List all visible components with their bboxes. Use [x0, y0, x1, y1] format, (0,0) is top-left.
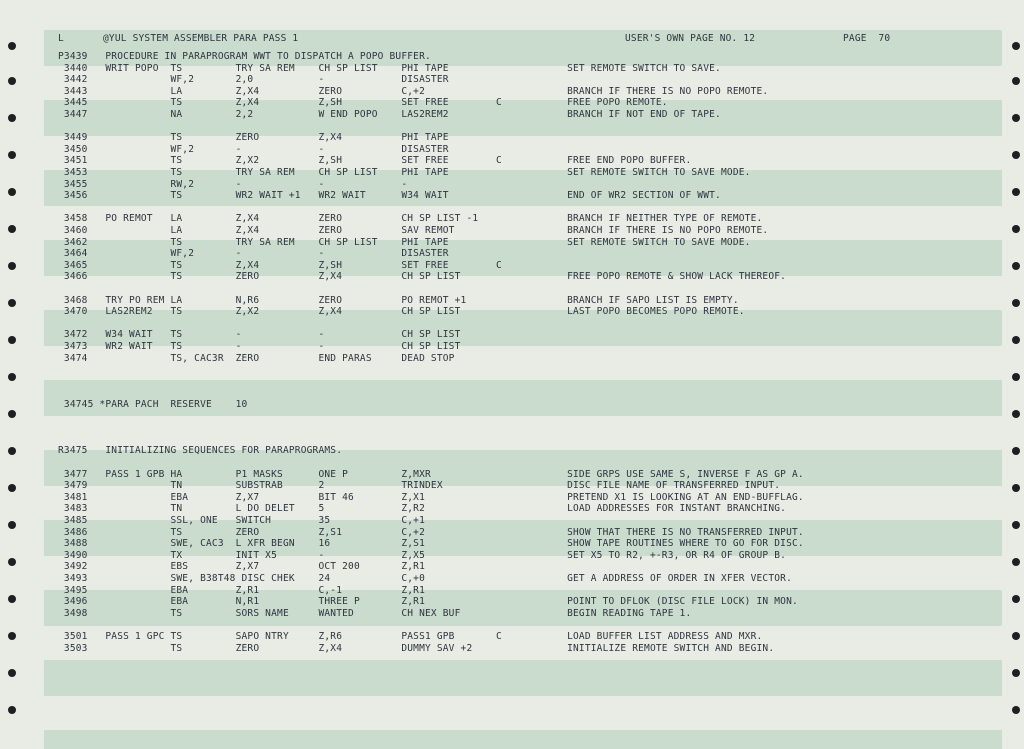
feed-hole: [8, 114, 16, 122]
green-band: [44, 730, 1002, 749]
feed-hole: [1012, 447, 1020, 455]
feed-hole: [1012, 188, 1020, 196]
listing-line: 3488 SWE, CAC3 L XFR BEGN 16 Z,S1 SHOW TAPE ROUTINES WHERE TO GO FOR DISC.: [58, 538, 804, 550]
feed-hole: [8, 669, 16, 677]
listing-line: 3462 TS TRY SA REM CH SP LIST PHI TAPE SET REMOTE SWITCH TO SAVE MODE.: [58, 236, 751, 248]
listing-line: 3443 LA Z,X4 ZERO C,+2 BRANCH IF THERE IS NO POPO REMOTE.: [58, 85, 769, 97]
feed-hole: [1012, 225, 1020, 233]
listing-line: 3490 TX INIT X5 - Z,X5 SET X5 TO R2, +-R3, OR R4 OF GROUP B.: [58, 549, 787, 561]
listing-line: 3450 WF,2 - - DISASTER: [58, 143, 449, 155]
listing-line: 3503 TS ZERO Z,X4 DUMMY SAV +2 INITIALIZE REMOTE SWITCH AND BEGIN.: [58, 642, 775, 654]
listing-line: 3440 WRIT POPO TS TRY SA REM CH SP LIST PHI TAPE SET REMOTE SWITCH TO SAVE.: [58, 62, 721, 74]
listing-line: 3474 TS, CAC3R ZERO END PARAS DEAD STOP: [58, 352, 455, 364]
feed-hole: [1012, 114, 1020, 122]
feed-hole: [8, 484, 16, 492]
listing-line: 3460 LA Z,X4 ZERO SAV REMOT BRANCH IF THERE IS NO POPO REMOTE.: [58, 225, 769, 236]
feed-hole: [1012, 42, 1020, 50]
listing-line: 3483 TN L DO DELET 5 Z,R2 LOAD ADDRESSES FOR INSTANT BRANCHING.: [58, 503, 787, 515]
listing-line: 3495 EBA Z,R1 C,-1 Z,R1: [58, 584, 426, 596]
listing-line: 3481 EBA Z,X7 BIT 46 Z,X1 PRETEND X1 IS LOOKING AT AN END-BUFFLAG.: [58, 491, 804, 503]
feed-hole: [8, 299, 16, 307]
listing-line: 3473 WR2 WAIT TS - - CH SP LIST: [58, 341, 461, 352]
feed-hole: [8, 188, 16, 196]
header-title: @YUL SYSTEM ASSEMBLER PARA PASS 1: [103, 33, 299, 44]
feed-hole: [8, 595, 16, 603]
listing-line: 3486 TS ZERO Z,S1 C,+2 SHOW THAT THERE IS NO TRANSFERRED INPUT.: [58, 526, 804, 538]
green-band: [44, 660, 1002, 696]
feed-hole: [8, 706, 16, 714]
listing-line: 34745 *PARA PACH RESERVE 10: [58, 399, 248, 410]
feed-hole: [1012, 373, 1020, 381]
feed-hole: [8, 558, 16, 566]
header-left-marker: L: [58, 33, 64, 44]
listing-line: 3485 SSL, ONE SWITCH 35 C,+1: [58, 515, 426, 526]
feed-hole: [1012, 262, 1020, 270]
feed-hole: [8, 151, 16, 159]
listing-line: 3501 PASS 1 GPC TS SAPO NTRY Z,R6 PASS1 GPB C LOAD BUFFER LIST ADDRESS AND MXR.: [58, 631, 763, 642]
feed-hole: [8, 521, 16, 529]
feed-hole: [1012, 706, 1020, 714]
feed-hole: [8, 262, 16, 270]
feed-hole: [8, 336, 16, 344]
feed-hole: [1012, 558, 1020, 566]
feed-hole: [8, 373, 16, 381]
feed-hole: [1012, 151, 1020, 159]
listing-line: 3442 WF,2 2,0 - DISASTER: [58, 74, 449, 86]
listing-line: 3458 PO REMOT LA Z,X4 ZERO CH SP LIST -1 BRANCH IF NEITHER TYPE OF REMOTE.: [58, 213, 763, 225]
listing-line: 3449 TS ZERO Z,X4 PHI TAPE: [58, 132, 449, 144]
listing-line: 3479 TN SUBSTRAB 2 TRINDEX DISC FILE NAME OF TRANSFERRED INPUT.: [58, 480, 781, 492]
feed-hole: [1012, 669, 1020, 677]
listing-line: 3451 TS Z,X2 Z,SH SET FREE C FREE END POPO BUFFER.: [58, 155, 692, 167]
feed-hole: [8, 632, 16, 640]
feed-hole: [8, 42, 16, 50]
listing-line: 3496 EBA N,R1 THREE P Z,R1 POINT TO DFLOK (DISC FILE LOCK) IN MON.: [58, 596, 798, 608]
listing-line: 3453 TS TRY SA REM CH SP LIST PHI TAPE SET REMOTE SWITCH TO SAVE MODE.: [58, 167, 751, 178]
header-user-page: USER'S OWN PAGE NO. 12: [625, 33, 756, 44]
listing-line: 3456 TS WR2 WAIT +1 WR2 WAIT W34 WAIT END OF WR2 SECTION OF WWT.: [58, 190, 721, 202]
listing-line: 3492 EBS Z,X7 OCT 200 Z,R1: [58, 561, 426, 573]
feed-hole: [1012, 484, 1020, 492]
listing-line: 3472 W34 WAIT TS - - CH SP LIST: [58, 329, 461, 341]
feed-hole: [8, 225, 16, 233]
listing-line: 3466 TS ZERO Z,X4 CH SP LIST FREE POPO REMOTE & SHOW LACK THEREOF.: [58, 271, 787, 283]
listing-line: 3498 TS SORS NAME WANTED CH NEX BUF BEGIN READING TAPE 1.: [58, 607, 692, 619]
feed-hole: [1012, 410, 1020, 418]
listing-line: P3439 PROCEDURE IN PARAPROGRAM WWT TO DISPATCH A POPO BUFFER.: [58, 51, 431, 62]
listing-line: 3455 RW,2 - - -: [58, 178, 408, 190]
feed-hole: [8, 447, 16, 455]
listing-line: 3447 NA 2,2 W END POPO LAS2REM2 BRANCH IF NOT END OF TAPE.: [58, 109, 721, 120]
feed-hole: [1012, 336, 1020, 344]
listing-line: 3493 SWE, B38T48 DISC CHEK 24 C,+0 GET A ADDRESS OF ORDER IN XFER VECTOR.: [58, 573, 793, 584]
feed-hole: [1012, 299, 1020, 307]
feed-hole: [8, 410, 16, 418]
feed-hole: [1012, 632, 1020, 640]
green-band: [44, 380, 1002, 416]
feed-hole: [1012, 595, 1020, 603]
feed-hole: [1012, 77, 1020, 85]
listing-line: 3468 TRY PO REM LA N,R6 ZERO PO REMOT +1 BRANCH IF SAPO LIST IS EMPTY.: [58, 294, 739, 306]
listing-line: 3465 TS Z,X4 Z,SH SET FREE C: [58, 259, 502, 271]
listing-line: 3477 PASS 1 GPB HA P1 MASKS ONE P Z,MXR SIDE GRPS USE SAME S, INVERSE F AS GP A.: [58, 468, 804, 480]
listing-line: R3475 INITIALIZING SEQUENCES FOR PARAPROGRAMS.: [58, 445, 343, 457]
feed-hole: [8, 77, 16, 85]
header-page-number: PAGE 70: [843, 33, 891, 44]
listing-line: 3464 WF,2 - - DISASTER: [58, 248, 449, 260]
listing-line: 3470 LAS2REM2 TS Z,X2 Z,X4 CH SP LIST LAST POPO BECOMES POPO REMOTE.: [58, 306, 745, 318]
listing-line: 3445 TS Z,X4 Z,SH SET FREE C FREE POPO REMOTE.: [58, 97, 668, 109]
feed-hole: [1012, 521, 1020, 529]
